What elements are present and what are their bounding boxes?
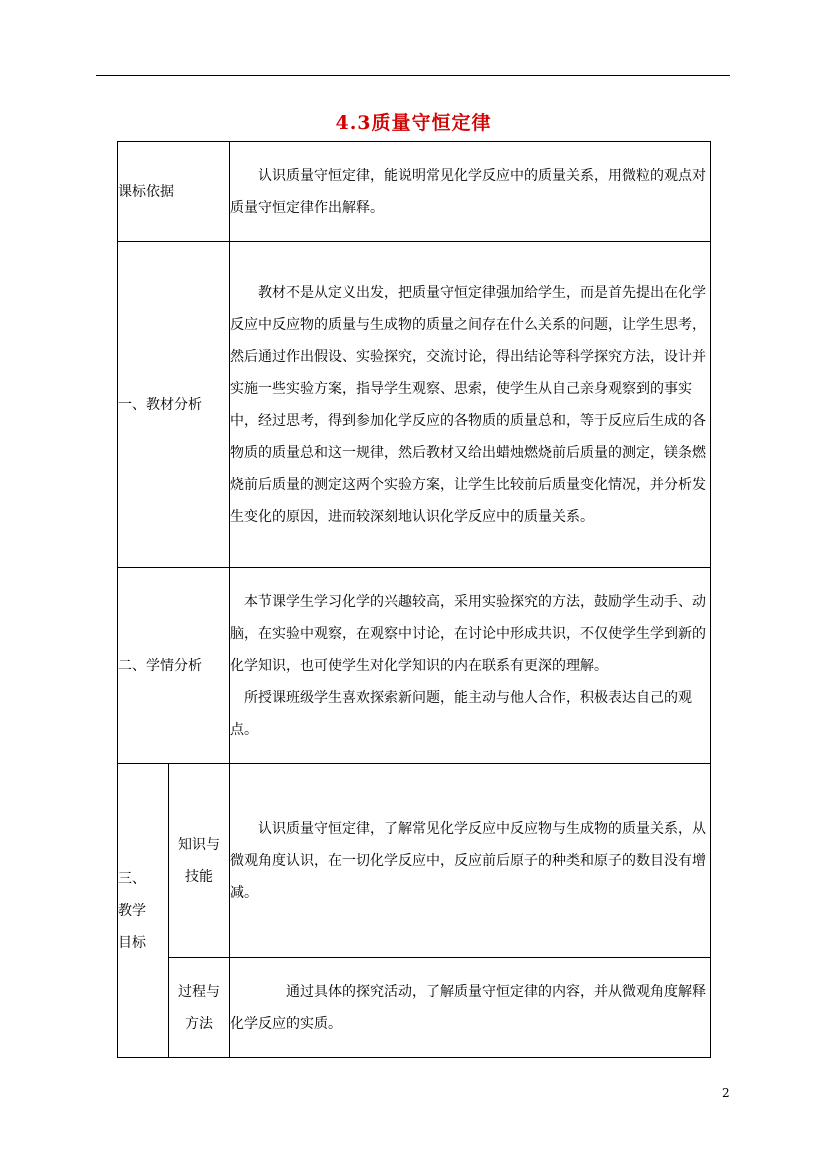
basis-label: 课标依据 <box>118 142 230 242</box>
page-title: 4.3质量守恒定律 <box>335 112 492 134</box>
process-text <box>230 958 711 1058</box>
process-paragraph: 通过具体的探究活动，了解质量守恒定律的内容，并从微观角度解释化学反应的实质。 <box>230 983 706 1032</box>
students-paragraph-2: 所授课班级学生喜欢探索新问题，能主动与他人合作，积极表达自己的观点。 <box>230 689 692 738</box>
row-basis <box>118 142 711 242</box>
row-knowledge <box>118 764 711 958</box>
basis-paragraph: 认识质量守恒定律，能说明常见化学反应中的质量关系，用微粒的观点对质量守恒定律作出解释。 <box>230 167 706 216</box>
textbook-text <box>230 242 711 568</box>
students-text <box>230 568 711 764</box>
knowledge-label-line-1: 知识与 <box>178 836 220 853</box>
goals-label-line-1: 三、 <box>118 870 146 887</box>
goals-label-line-3: 目标 <box>118 934 146 951</box>
students-paragraph-1: 本节课学生学习化学的兴趣较高，采用实验探究的方法，鼓励学生动手、动脑，在实验中观察，在观察中讨论，在讨论中形成共识，不仅使学生学到新的化学知识，也可使学生对化学知识的内在联系有更深的理解。 <box>230 593 706 674</box>
basis-text <box>230 142 711 242</box>
process-label-line-2: 方法 <box>185 1015 213 1032</box>
page-number: 2 <box>722 1086 730 1100</box>
knowledge-label <box>169 764 230 958</box>
row-process <box>118 958 711 1058</box>
process-label-line-1: 过程与 <box>178 983 220 1000</box>
goals-label-line-2: 教学 <box>118 902 146 919</box>
header-rule <box>96 75 730 76</box>
students-label: 二、学情分析 <box>118 568 230 764</box>
process-label <box>169 958 230 1058</box>
textbook-label: 一、教材分析 <box>118 242 230 568</box>
knowledge-paragraph: 认识质量守恒定律，了解常见化学反应中反应物与生成物的质量关系，从微观角度认识，在一切化学反应中，反应前后原子的种类和原子的数目没有增减。 <box>230 820 706 901</box>
lesson-plan-table <box>117 141 711 1058</box>
knowledge-label-line-2: 技能 <box>185 868 213 885</box>
row-students <box>118 568 711 764</box>
textbook-paragraph: 教材不是从定义出发，把质量守恒定律强加给学生，而是首先提出在化学反应中反应物的质量与生成物的质量之间存在什么关系的问题，让学生思考，然后通过作出假设、实验探究，交流讨论，得出结论等科学探究方法，设计并实施一些实验方案，指导学生观察、思索，使学生从自己亲身观察到的事实中，经过思考，得到参加化学反应的各物质的质量总和，等于反应后生成的各物质的质量总和这一规律，然后教材又给出蜡烛燃烧前后质量的测定，镁条燃烧前后质量的测定这两个实验方案，让学生比较前后质量变化情况，并分析发生变化的原因，进而较深刻地认识化学反应中的质量关系。 <box>230 284 706 525</box>
row-textbook <box>118 242 711 568</box>
knowledge-text <box>230 764 711 958</box>
goals-label <box>118 764 169 1058</box>
